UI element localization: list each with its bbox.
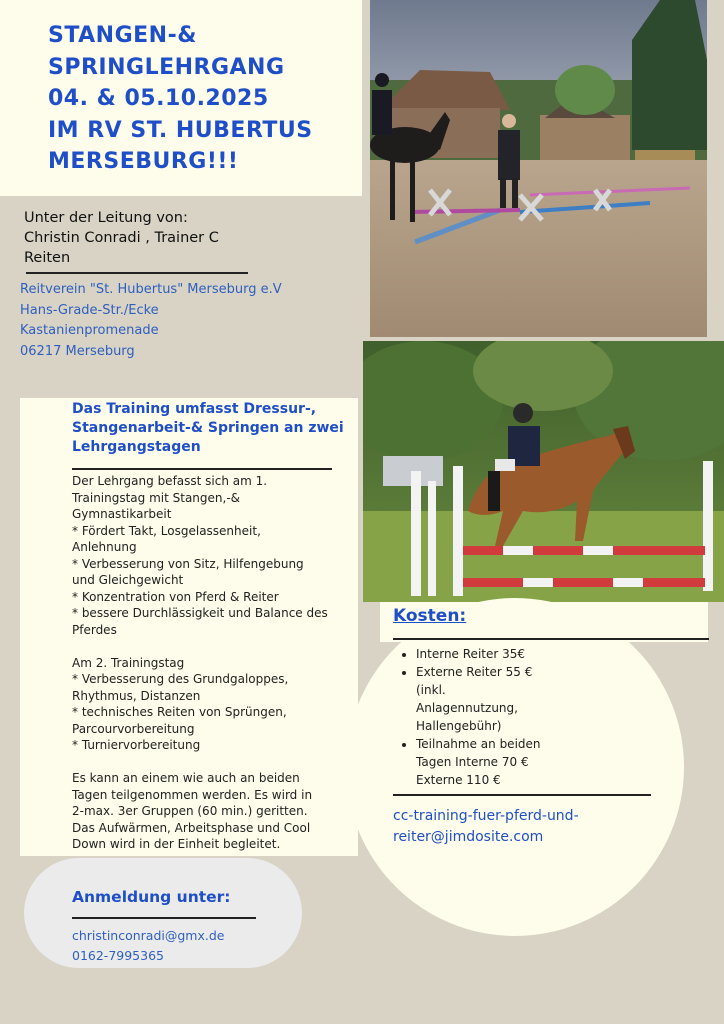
info-text: Es kann an einem wie auch an beiden [72, 771, 300, 785]
registration-contact [72, 926, 224, 966]
cost-item-text: Hallengebühr) [416, 719, 502, 733]
day1-text: * Verbesserung von Sitz, Hilfengebung [72, 556, 304, 571]
address-line: 06217 Merseburg [20, 343, 135, 359]
cost-item-internal [416, 645, 616, 663]
training-website-email[interactable] [393, 806, 633, 848]
day2-text: Parcourvorbereitung [72, 721, 195, 736]
training-body [72, 473, 352, 853]
leader-qualification: Reiten [24, 250, 71, 266]
divider [72, 917, 256, 919]
day1-text: Anlehnung [72, 540, 137, 554]
divider [393, 638, 709, 640]
info-text: Tagen teilgenommen werden. Es wird in [72, 787, 313, 802]
arena-photo-illustration [370, 0, 707, 337]
cost-item-text: • Externe Reiter 55 € [416, 665, 533, 679]
event-title [48, 20, 358, 178]
leader-intro: Unter der Leitung von: [24, 210, 188, 226]
day2-text: * Turniervorbereitung [72, 738, 201, 752]
title-line: STANGEN-& [48, 23, 197, 48]
cost-item-text: (inkl. [416, 683, 446, 697]
cost-item-text: • Teilnahme an beiden [416, 737, 541, 751]
day1-text: * bessere Durchlässigkeit und Balance des [72, 606, 328, 620]
email-line: reiter@jimdosite.com [393, 829, 544, 845]
day1-text: Der Lehrgang befasst sich am 1. [72, 474, 268, 488]
cost-item-text: Anlagennutzung, [416, 701, 518, 715]
email-line: cc-training-fuer-pferd-und- [393, 808, 579, 824]
club-address [20, 280, 350, 362]
costs-title: Kosten: [393, 606, 467, 626]
day1-text: Trainingstag mit Stangen,-& [72, 490, 241, 505]
title-panel [0, 0, 362, 196]
day2-text: * technisches Reiten von Sprüngen, [72, 705, 287, 719]
cost-item-text: Externe 110 € [416, 773, 501, 787]
info-text: 2-max. 3er Gruppen (60 min.) geritten. [72, 804, 308, 818]
day2-text: Am 2. Trainingstag [72, 655, 185, 670]
cost-item-external [416, 663, 616, 735]
info-text: Down wird in der Einheit begleitet. [72, 837, 281, 851]
title-line: 04. & 05.10.2025 [48, 86, 269, 111]
day1-text: Pferdes [72, 622, 117, 637]
divider [393, 794, 651, 796]
address-line: Kastanienpromenade [20, 323, 159, 338]
cost-item-text: Interne Reiter 35€ [416, 647, 526, 661]
arena-pole-work-photo [370, 0, 707, 337]
day1-text: * Fördert Takt, Losgelassenheit, [72, 523, 261, 538]
divider [26, 272, 248, 274]
address-line: Reitverein "St. Hubertus" Merseburg e.V [20, 282, 282, 297]
costs-list [400, 645, 616, 789]
day1-text: und Gleichgewicht [72, 573, 184, 587]
show-jumping-photo [363, 341, 724, 602]
registration-email-link[interactable]: christinconradi@gmx.de [72, 928, 225, 943]
registration-phone-link[interactable]: 0162-7995365 [72, 948, 164, 963]
info-text: Das Aufwärmen, Arbeitsphase und Cool [72, 820, 311, 835]
training-description-panel [20, 398, 358, 856]
divider [72, 468, 332, 470]
jumping-photo-illustration [363, 341, 724, 602]
training-heading-line: Das Training umfasst Dressur-, [72, 401, 317, 417]
day1-text: * Konzentration von Pferd & Reiter [72, 589, 279, 604]
training-heading [72, 400, 356, 457]
leader-name: Christin Conradi , Trainer C [24, 230, 219, 246]
cost-item-text: Tagen Interne 70 € [416, 755, 529, 769]
title-line: SPRINGLEHRGANG [48, 54, 285, 80]
title-line: IM RV ST. HUBERTUS [48, 117, 313, 143]
address-line: Hans-Grade-Str./Ecke [20, 302, 159, 318]
training-heading-line: Stangenarbeit-& Springen an zwei [72, 420, 344, 436]
day1-text: Gymnastikarbeit [72, 507, 172, 521]
day2-text: * Verbesserung des Grundgaloppes, [72, 672, 289, 686]
training-heading-line: Lehrgangstagen [72, 439, 201, 455]
registration-title: Anmeldung unter: [72, 888, 231, 906]
day2-text: Rhythmus, Distanzen [72, 688, 201, 703]
cost-item-both-days [416, 735, 616, 789]
title-line: MERSEBURG!!! [48, 149, 239, 174]
leadership-info [24, 208, 354, 268]
